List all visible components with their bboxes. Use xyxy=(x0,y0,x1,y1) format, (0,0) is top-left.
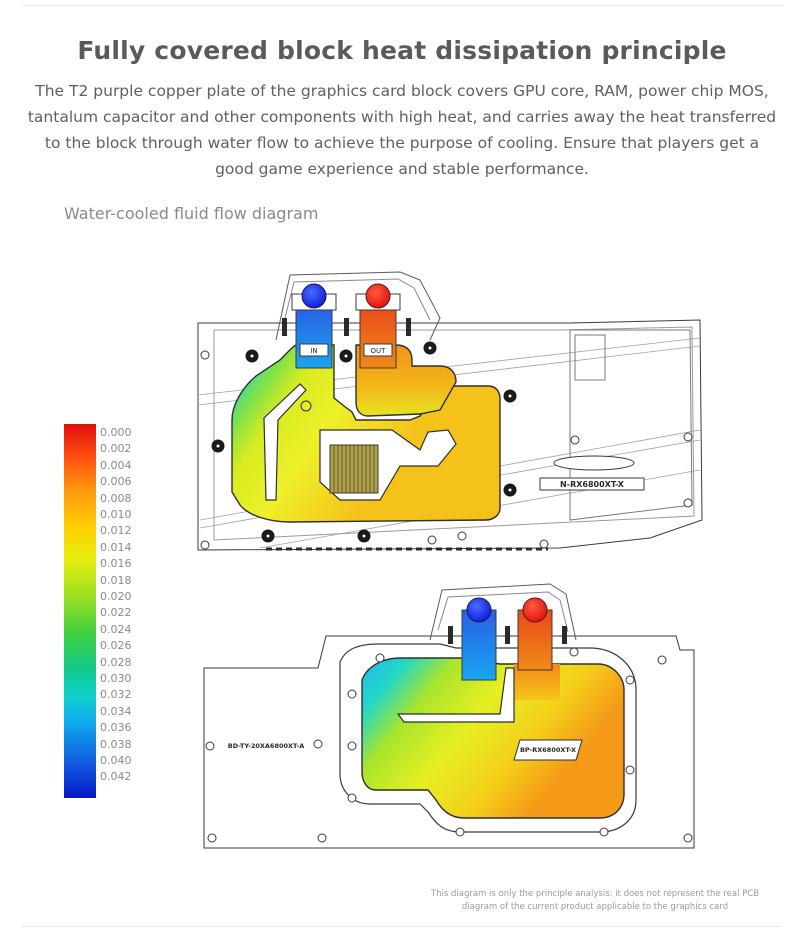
scale-tick-label: 0.032 xyxy=(100,688,132,702)
scale-tick-label: 0.002 xyxy=(100,442,132,456)
back-water-block xyxy=(204,584,694,848)
front-outlet-label: OUT xyxy=(370,347,386,355)
scale-tick-label: 0.026 xyxy=(100,639,132,653)
scale-tick-label: 0.036 xyxy=(100,721,132,735)
back-label-left: BD-TY-20XA6800XT-A xyxy=(227,742,305,750)
scale-tick-label: 0.004 xyxy=(100,458,132,472)
scale-tick-label: 0.028 xyxy=(100,655,132,669)
diagram-subtitle: Water-cooled fluid flow diagram xyxy=(64,204,319,223)
front-model-label: N-RX6800XT-X xyxy=(560,480,624,489)
scale-tick-label: 0.024 xyxy=(100,622,132,636)
bottom-divider xyxy=(22,926,782,927)
scale-tick-label: 0.040 xyxy=(100,754,132,767)
disclaimer-line-1: This diagram is only the principle analysis: it does not represent the real PCB xyxy=(430,889,760,899)
scale-tick-label: 0.020 xyxy=(100,590,132,603)
scale-tick-label: 0.030 xyxy=(100,672,132,685)
page-description: The T2 purple copper plate of the graphics card block covers GPU core, RAM, power chip MOS, tantalum capacitor and other components with high heat, and carries away the heat transferred to the block through water flow to achieve the purpose of cooling. Ensure that players get a good game experience and stable performance. xyxy=(27,82,777,178)
disclaimer-line-2: diagram of the current product applicable to the graphics card xyxy=(461,902,729,912)
scale-tick-label: 0.042 xyxy=(100,770,132,784)
scale-tick-label: 0.006 xyxy=(100,475,132,489)
front-inlet-column xyxy=(296,306,332,368)
front-outlet-column xyxy=(360,306,396,368)
scale-tick-label: 0.010 xyxy=(100,508,132,521)
front-outlet-ball xyxy=(366,284,390,308)
scale-tick-label: 0.018 xyxy=(100,573,132,587)
front-inlet-label: IN xyxy=(310,347,318,355)
front-brand-badge xyxy=(554,456,634,470)
front-inlet-ball xyxy=(302,284,326,308)
back-label-right: BP-RX6800XT-X xyxy=(519,746,577,754)
scale-tick-label: 0.012 xyxy=(100,524,132,538)
disclaimer-note xyxy=(400,888,790,914)
scale-tick-label: 0.034 xyxy=(100,704,132,718)
scale-tick-label: 0.000 xyxy=(100,426,132,439)
page-title: Fully covered block heat dissipation principle xyxy=(77,36,727,65)
front-water-block xyxy=(198,272,702,550)
scale-tick-label: 0.014 xyxy=(100,540,132,554)
back-outlet-ball xyxy=(523,598,547,622)
back-inlet-ball xyxy=(467,598,491,622)
scale-tick-label: 0.008 xyxy=(100,491,132,505)
scale-tick-label: 0.038 xyxy=(100,737,132,751)
scale-tick-label: 0.022 xyxy=(100,606,132,620)
scale-tick-label: 0.016 xyxy=(100,557,132,571)
